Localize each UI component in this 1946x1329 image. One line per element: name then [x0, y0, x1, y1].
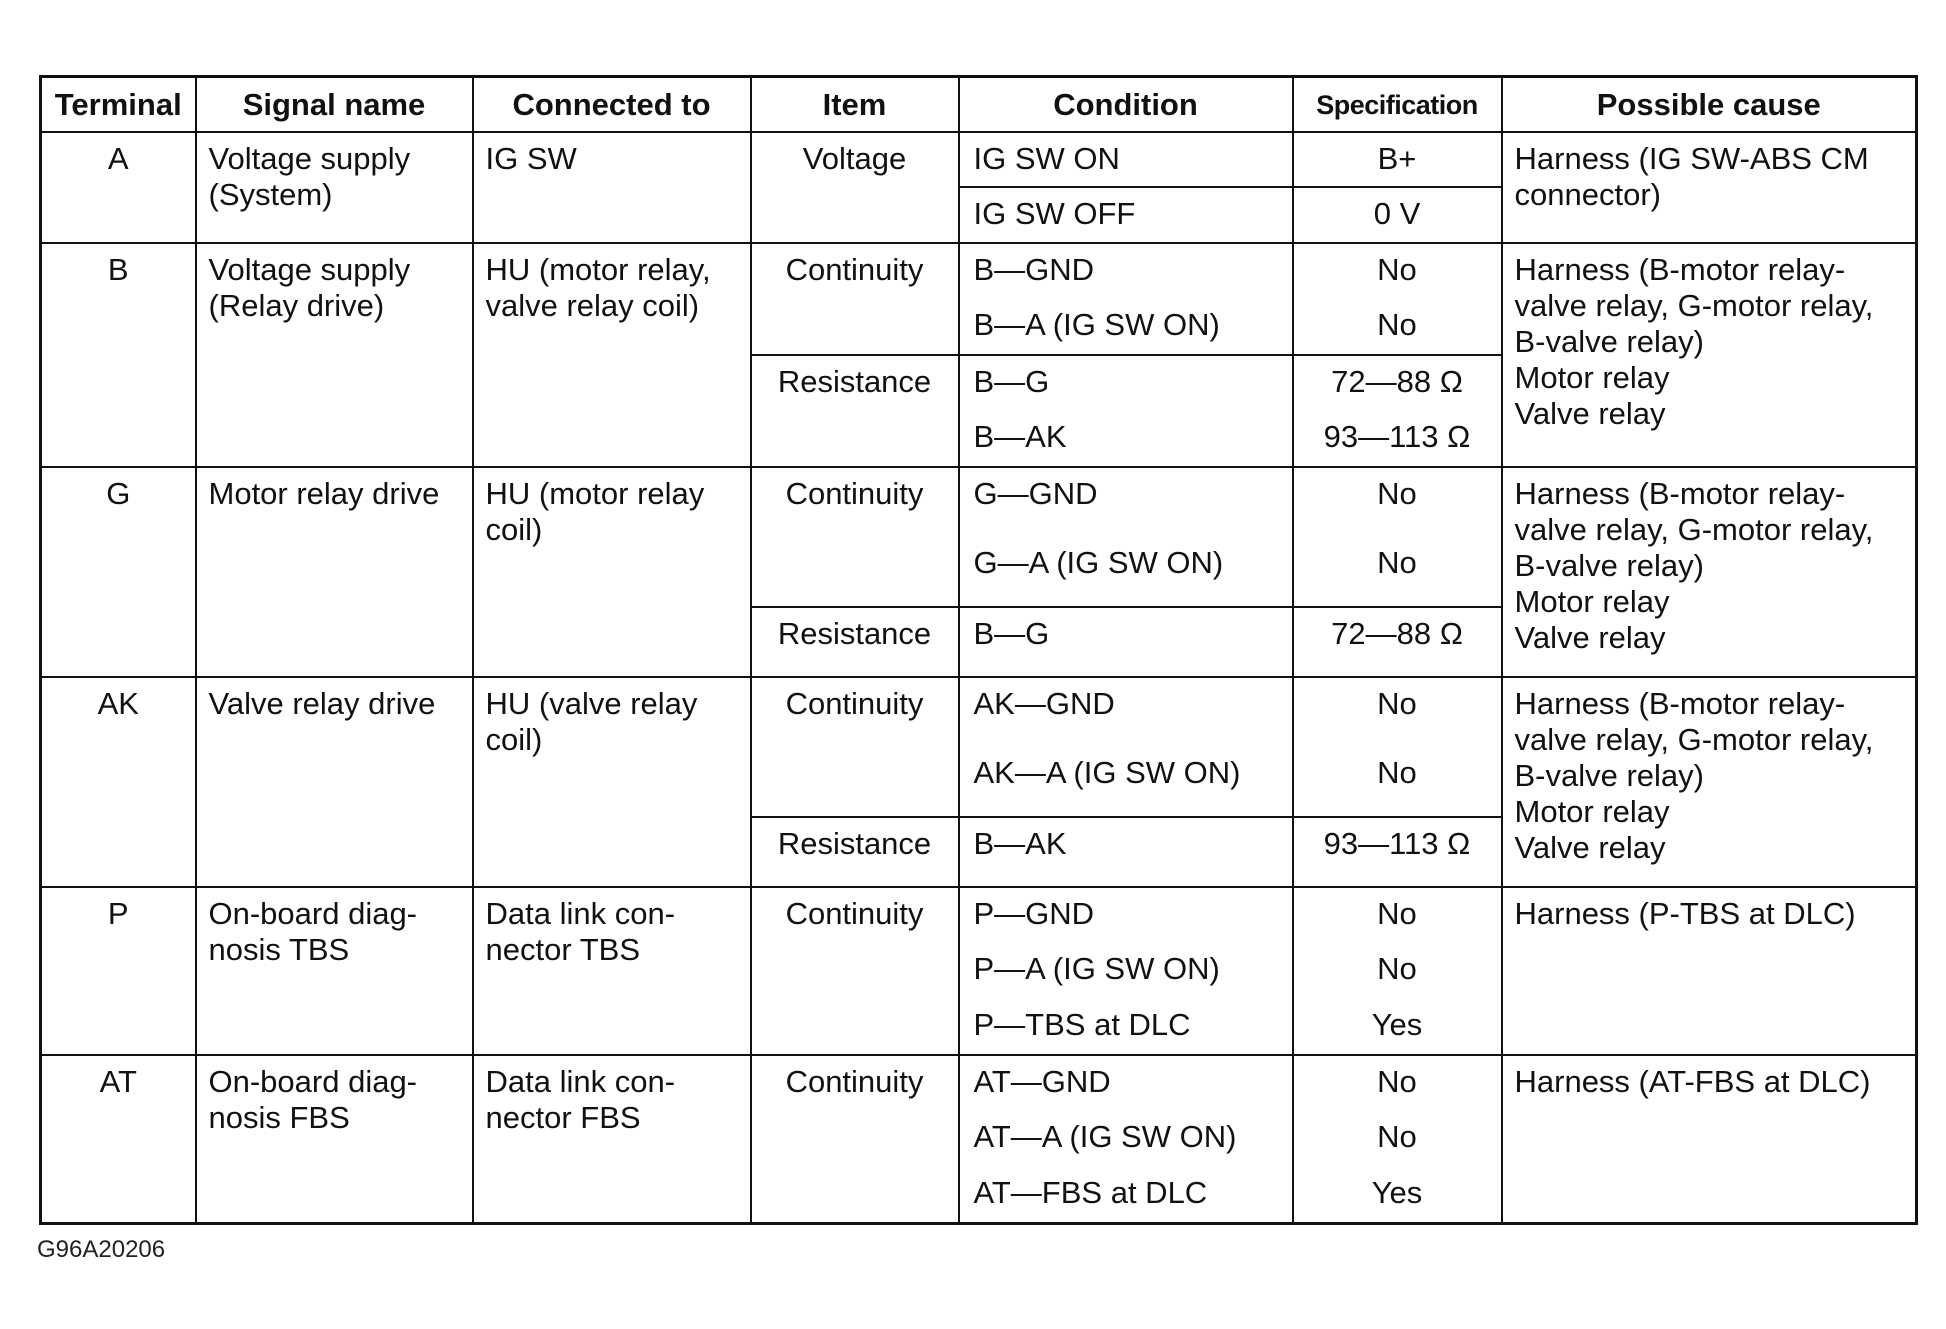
- condition-cell: B—A (IG SW ON): [959, 299, 1293, 355]
- condition-cell: G—A (IG SW ON): [959, 537, 1293, 607]
- table-row: [41, 467, 1917, 537]
- specification-cell: No: [1293, 1055, 1502, 1111]
- specification-cell: 72—88 Ω: [1293, 607, 1502, 677]
- table-row: [41, 132, 1917, 187]
- condition-cell: P—A (IG SW ON): [959, 943, 1293, 999]
- header-specification: Specification: [1293, 77, 1502, 133]
- signal-name-cell: Valve relay drive: [196, 677, 473, 887]
- table-row: [41, 677, 1917, 747]
- signal-name-cell: Voltage supply (Relay drive): [196, 243, 473, 467]
- specification-cell: No: [1293, 747, 1502, 817]
- table-row: [41, 887, 1917, 943]
- condition-cell: AT—GND: [959, 1055, 1293, 1111]
- specification-cell: 0 V: [1293, 187, 1502, 243]
- signal-name-cell: Voltage supply (System): [196, 132, 473, 243]
- specification-cell: 93—113 Ω: [1293, 817, 1502, 887]
- specification-cell: 72—88 Ω: [1293, 355, 1502, 411]
- terminal-cell: B: [41, 243, 196, 467]
- possible-cause-cell: Harness (B-motor relay- valve relay, G-motor relay, B-valve relay) Motor relay Valve relay: [1502, 467, 1917, 677]
- specification-cell: 93—113 Ω: [1293, 411, 1502, 467]
- signal-name-cell: On-board diag- nosis TBS: [196, 887, 473, 1055]
- specification-cell: No: [1293, 243, 1502, 299]
- header-connected-to: Connected to: [473, 77, 751, 133]
- header-possible-cause: Possible cause: [1502, 77, 1917, 133]
- terminal-cell: AK: [41, 677, 196, 887]
- condition-cell: G—GND: [959, 467, 1293, 537]
- condition-cell: B—G: [959, 355, 1293, 411]
- header-signal-name: Signal name: [196, 77, 473, 133]
- header-item: Item: [751, 77, 959, 133]
- condition-cell: B—AK: [959, 817, 1293, 887]
- condition-cell: AT—FBS at DLC: [959, 1167, 1293, 1223]
- connected-to-cell: HU (valve relay coil): [473, 677, 751, 887]
- item-cell: Continuity: [751, 677, 959, 817]
- signal-name-cell: Motor relay drive: [196, 467, 473, 677]
- terminal-cell: G: [41, 467, 196, 677]
- figure-code: G96A20206: [37, 1236, 166, 1263]
- specification-cell: B+: [1293, 132, 1502, 187]
- condition-cell: B—AK: [959, 411, 1293, 467]
- header-row: [41, 77, 1917, 133]
- specification-cell: No: [1293, 467, 1502, 537]
- condition-cell: AK—A (IG SW ON): [959, 747, 1293, 817]
- condition-cell: AT—A (IG SW ON): [959, 1111, 1293, 1167]
- connected-to-cell: IG SW: [473, 132, 751, 243]
- condition-cell: B—G: [959, 607, 1293, 677]
- possible-cause-cell: Harness (IG SW-ABS CM connector): [1502, 132, 1917, 243]
- item-cell: Continuity: [751, 243, 959, 355]
- condition-cell: P—GND: [959, 887, 1293, 943]
- specification-cell: Yes: [1293, 1167, 1502, 1223]
- possible-cause-cell: Harness (P-TBS at DLC): [1502, 887, 1917, 1055]
- connected-to-cell: HU (motor relay, valve relay coil): [473, 243, 751, 467]
- specification-cell: Yes: [1293, 999, 1502, 1055]
- item-cell: Continuity: [751, 467, 959, 607]
- possible-cause-cell: Harness (B-motor relay- valve relay, G-motor relay, B-valve relay) Motor relay Valve relay: [1502, 677, 1917, 887]
- item-cell: Resistance: [751, 355, 959, 467]
- condition-cell: IG SW ON: [959, 132, 1293, 187]
- item-cell: Resistance: [751, 817, 959, 887]
- connected-to-cell: HU (motor relay coil): [473, 467, 751, 677]
- table-row: [41, 1055, 1917, 1111]
- item-cell: Voltage: [751, 132, 959, 243]
- possible-cause-cell: Harness (B-motor relay- valve relay, G-motor relay, B-valve relay) Motor relay Valve relay: [1502, 243, 1917, 467]
- specification-cell: No: [1293, 887, 1502, 943]
- item-cell: Resistance: [751, 607, 959, 677]
- terminal-inspection-table: [39, 75, 1918, 1225]
- item-cell: Continuity: [751, 1055, 959, 1223]
- condition-cell: P—TBS at DLC: [959, 999, 1293, 1055]
- specification-cell: No: [1293, 677, 1502, 747]
- specification-cell: No: [1293, 1111, 1502, 1167]
- specification-cell: No: [1293, 537, 1502, 607]
- connected-to-cell: Data link con- nector FBS: [473, 1055, 751, 1223]
- signal-name-cell: On-board diag- nosis FBS: [196, 1055, 473, 1223]
- specification-cell: No: [1293, 299, 1502, 355]
- terminal-cell: A: [41, 132, 196, 243]
- header-terminal: Terminal: [41, 77, 196, 133]
- table-row: [41, 243, 1917, 299]
- specification-cell: No: [1293, 943, 1502, 999]
- connected-to-cell: Data link con- nector TBS: [473, 887, 751, 1055]
- condition-cell: IG SW OFF: [959, 187, 1293, 243]
- header-condition: Condition: [959, 77, 1293, 133]
- item-cell: Continuity: [751, 887, 959, 1055]
- terminal-cell: AT: [41, 1055, 196, 1223]
- terminal-cell: P: [41, 887, 196, 1055]
- condition-cell: AK—GND: [959, 677, 1293, 747]
- possible-cause-cell: Harness (AT-FBS at DLC): [1502, 1055, 1917, 1223]
- condition-cell: B—GND: [959, 243, 1293, 299]
